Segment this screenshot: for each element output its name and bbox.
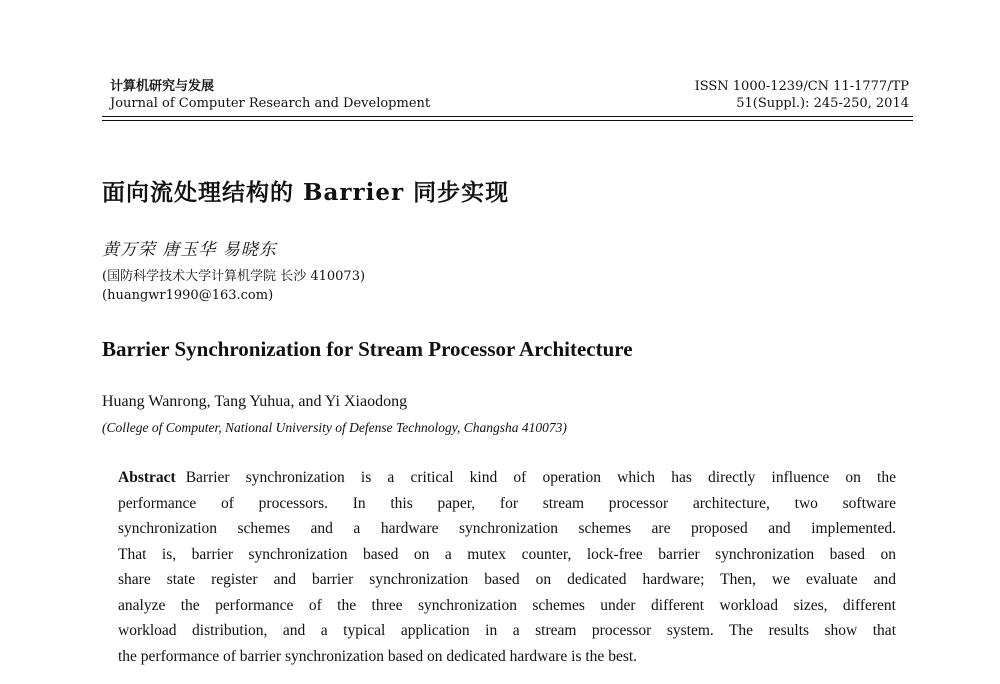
journal-name-cn: 计算机研究与发展 [110,79,215,94]
title-en: Barrier Synchronization for Stream Processor Architecture [102,337,633,361]
abstract-line: synchronization schemes and a hardware synchronization schemes are proposed and implemented. [118,520,896,537]
abstract-line [118,465,896,491]
abstract [118,465,896,669]
abstract-line: analyze the performance of the three synchronization schemes under different workload sizes, different [118,596,896,614]
issue-text: 51(Suppl.): 245-250, 2014 [736,96,909,111]
journal-name-en: Journal of Computer Research and Development [110,96,431,111]
authors-cn: 黄万荣 唐玉华 易晓东 [102,240,277,260]
abstract-label: Abstract [118,469,176,486]
abstract-line: performance of processors. In this paper, for stream processor architecture, two software [118,494,896,512]
issn-text: ISSN 1000-1239/CN 11-1777/TP [694,79,909,94]
journal-name-block [110,78,430,112]
abstract-line-text: Barrier synchronization is a critical kind of operation which has directly influence on the [185,469,896,486]
authors-en: Huang Wanrong, Tang Yuhua, and Yi Xiaodong [102,393,408,410]
abstract-line: workload distribution, and a typical application in a stream processor system. The results show that [118,622,896,639]
abstract-line: share state register and barrier synchronization based on dedicated hardware; Then, we evaluate and [118,571,896,588]
journal-issue-block [695,78,909,112]
affiliation-en: (College of Computer, National University of Defense Technology, Changsha 410073) [102,420,567,435]
title-cn: 面向流处理结构的 Barrier 同步实现 [102,179,510,206]
header-rule-top [102,116,913,117]
affiliation-cn: (国防科学技术大学计算机学院 长沙 410073) [102,269,366,284]
author-email: (huangwr1990@163.com) [102,288,274,303]
abstract-line: That is, barrier synchronization based on a mutex counter, lock-free barrier synchronization based on [118,545,896,563]
abstract-line: the performance of barrier synchronization based on dedicated hardware is the best. [118,647,638,665]
header-rule-bottom [102,120,913,121]
